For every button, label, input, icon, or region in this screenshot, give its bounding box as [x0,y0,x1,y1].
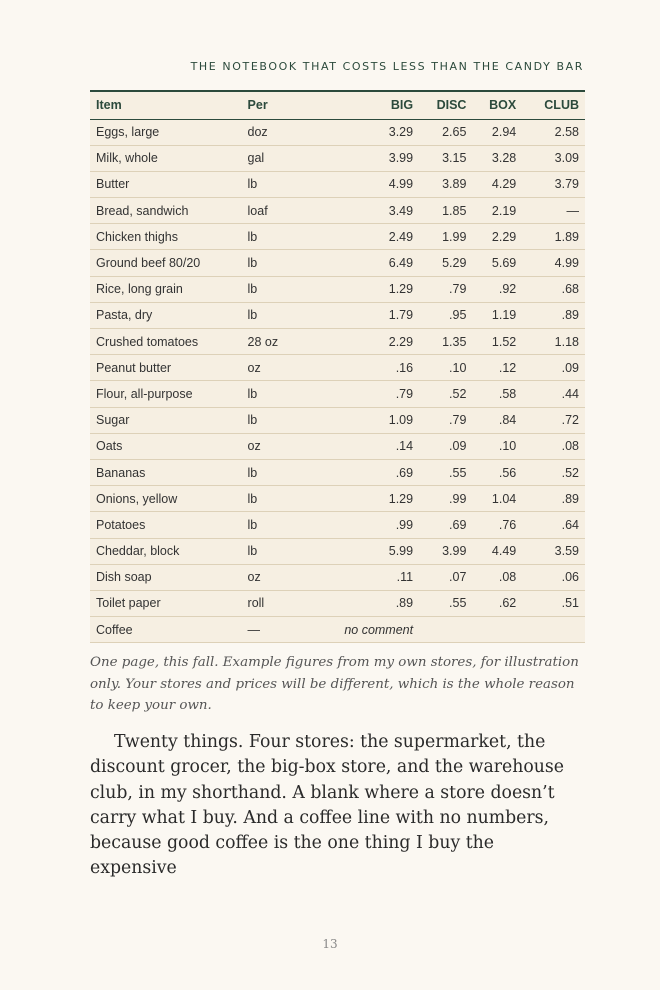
disc-price-cell: .55 [449,465,467,480]
box-price-cell: 3.28 [491,151,517,166]
per-cell: oz [247,570,261,585]
column-header-box: BOX [489,98,517,113]
price-table [90,90,585,643]
item-cell: Toilet paper [96,596,161,611]
item-cell: Chicken thighs [96,229,178,244]
per-cell: lb [247,229,258,244]
table-row-coffee [90,617,585,643]
item-cell: Cheddar, block [96,544,180,559]
per-cell: oz [247,360,261,375]
column-header-club: CLUB [544,98,579,113]
item-cell: Butter [96,177,130,192]
disc-price-cell: 2.65 [442,125,467,140]
item-cell: Rice, long grain [96,282,183,297]
table-row [90,486,585,512]
club-price-cell: .89 [561,491,579,506]
item-cell: Onions, yellow [96,491,178,506]
disc-price-cell: .55 [449,596,467,611]
club-price-cell: 1.18 [554,334,579,349]
per-cell: lb [247,465,258,480]
club-price-cell: 2.58 [554,125,579,140]
disc-price-cell: .07 [449,570,467,585]
body-paragraph: Twenty things. Four stores: the supermarket, the discount grocer, the big-box store, and the warehouse club, in my shorthand. A blank where a store doesn’t carry what I buy. And a coffee line with no numbers, because good coffee is the one thing I buy the expensive [90,732,565,879]
box-price-cell: 2.29 [491,229,517,244]
table-row [90,198,585,224]
per-cell: lb [247,413,258,428]
box-price-cell: .56 [498,465,517,480]
box-price-cell: .76 [498,517,517,532]
per-cell: lb [247,386,258,401]
box-price-cell: .58 [498,386,517,401]
per-cell: oz [247,439,261,454]
disc-price-cell: 3.89 [442,177,467,192]
club-price-cell: .52 [561,465,579,480]
per-cell: lb [247,544,258,559]
per-cell: lb [247,282,258,297]
disc-price-cell: 1.35 [442,334,467,349]
disc-price-cell: 5.29 [442,256,467,271]
club-price-cell: 1.89 [554,229,579,244]
club-price-cell: 4.99 [554,256,579,271]
table-row [90,276,585,302]
big-price-cell: 5.99 [388,544,414,559]
price-table-container [90,90,585,643]
per-cell: lb [247,256,258,271]
item-cell: Bananas [96,465,146,480]
item-cell: Potatoes [96,517,146,532]
big-price-cell: .11 [396,570,414,585]
big-price-cell: .14 [395,439,414,454]
item-cell: Oats [96,439,123,454]
disc-price-cell: .10 [449,360,467,375]
disc-price-cell: .69 [449,517,467,532]
disc-price-cell: .95 [449,308,467,323]
page-number: 13 [322,937,338,951]
item-cell: Eggs, large [96,125,160,140]
table-row [90,119,585,145]
table-row [90,407,585,433]
table-row [90,433,585,459]
club-price-cell: .72 [561,413,579,428]
box-price-cell: .12 [498,360,517,375]
disc-price-cell: .99 [449,491,467,506]
big-price-cell: 1.09 [388,413,414,428]
club-price-cell: 3.59 [554,544,579,559]
club-price-cell: .08 [561,439,579,454]
disc-price-cell: 3.99 [442,544,467,559]
big-price-cell: 2.49 [388,229,414,244]
table-row [90,355,585,381]
club-price-cell: .44 [561,386,579,401]
box-price-cell: 4.49 [491,544,517,559]
item-cell: Milk, whole [96,151,158,166]
item-cell: Coffee [96,622,133,637]
box-price-cell: .10 [498,439,517,454]
big-price-cell: 3.49 [388,203,414,218]
column-header-per: Per [247,98,268,113]
big-price-cell: 2.29 [388,334,414,349]
big-price-cell: 1.29 [388,491,414,506]
table-row [90,302,585,328]
item-cell: Dish soap [96,570,152,585]
column-header-big: BIG [390,98,414,113]
column-header-item: Item [96,98,122,113]
disc-price-cell: .52 [449,386,467,401]
club-price-cell: — [566,203,579,218]
box-price-cell: 1.52 [491,334,517,349]
item-cell: Crushed tomatoes [96,334,199,349]
per-cell: gal [247,151,265,166]
box-price-cell: 1.04 [491,491,517,506]
per-cell: loaf [247,203,268,218]
empty-price-cells [419,617,585,643]
box-price-cell: 5.69 [491,256,517,271]
table-row [90,171,585,197]
item-cell: Sugar [96,413,130,428]
big-price-cell: .79 [395,386,414,401]
table-row [90,381,585,407]
box-price-cell: 2.94 [491,125,517,140]
club-price-cell: .68 [561,282,579,297]
disc-price-cell: 1.85 [442,203,467,218]
running-head: THE NOTEBOOK THAT COSTS LESS THAN THE CANDY BAR [190,60,584,73]
table-row [90,250,585,276]
club-price-cell: 3.79 [554,177,579,192]
per-cell: — [247,622,261,637]
big-price-cell: 3.29 [388,125,414,140]
disc-price-cell: .79 [449,282,467,297]
disc-price-cell: 1.99 [442,229,467,244]
table-header-row [90,91,585,119]
disc-price-cell: 3.15 [442,151,467,166]
big-price-cell: .16 [395,360,414,375]
big-price-cell: .99 [395,517,414,532]
club-price-cell: .06 [561,570,579,585]
table-row [90,224,585,250]
disc-price-cell: .79 [449,413,467,428]
club-price-cell: 3.09 [554,151,579,166]
table-body [90,119,585,643]
per-cell: lb [247,517,258,532]
table-row [90,590,585,616]
table-row [90,564,585,590]
per-cell: doz [247,125,268,140]
item-cell: Pasta, dry [96,308,153,323]
per-cell: roll [247,596,265,611]
box-price-cell: .92 [498,282,517,297]
big-price-cell: 3.99 [388,151,414,166]
table-caption: One page, this fall. Example figures from my own stores, for illustration only. Your stores and prices will be different, which is the whole reason to keep your own. [90,655,579,713]
big-price-cell: 6.49 [388,256,414,271]
box-price-cell: 1.19 [491,308,517,323]
table-row [90,459,585,485]
big-price-cell: .69 [395,465,414,480]
big-price-cell: 1.29 [388,282,414,297]
big-price-cell: 4.99 [388,177,414,192]
club-price-cell: .51 [561,596,579,611]
item-cell: Peanut butter [96,360,172,375]
per-cell: lb [247,308,258,323]
table-row [90,538,585,564]
table-row [90,512,585,538]
per-cell: 28 oz [247,334,279,349]
club-price-cell: .09 [561,360,579,375]
box-price-cell: .84 [498,413,517,428]
box-price-cell: .62 [498,596,517,611]
item-cell: Ground beef 80/20 [96,256,201,271]
item-cell: Bread, sandwich [96,203,189,218]
table-row [90,329,585,355]
disc-price-cell: .09 [449,439,467,454]
club-price-cell: .64 [561,517,579,532]
big-price-cell: .89 [395,596,414,611]
no-comment-note: no comment [344,622,414,637]
column-header-disc: DISC [436,98,467,113]
big-price-cell: 1.79 [388,308,414,323]
club-price-cell: .89 [561,308,579,323]
table-row [90,145,585,171]
box-price-cell: .08 [498,570,517,585]
box-price-cell: 2.19 [491,203,517,218]
per-cell: lb [247,491,258,506]
per-cell: lb [247,177,258,192]
item-cell: Flour, all-purpose [96,386,193,401]
box-price-cell: 4.29 [491,177,517,192]
